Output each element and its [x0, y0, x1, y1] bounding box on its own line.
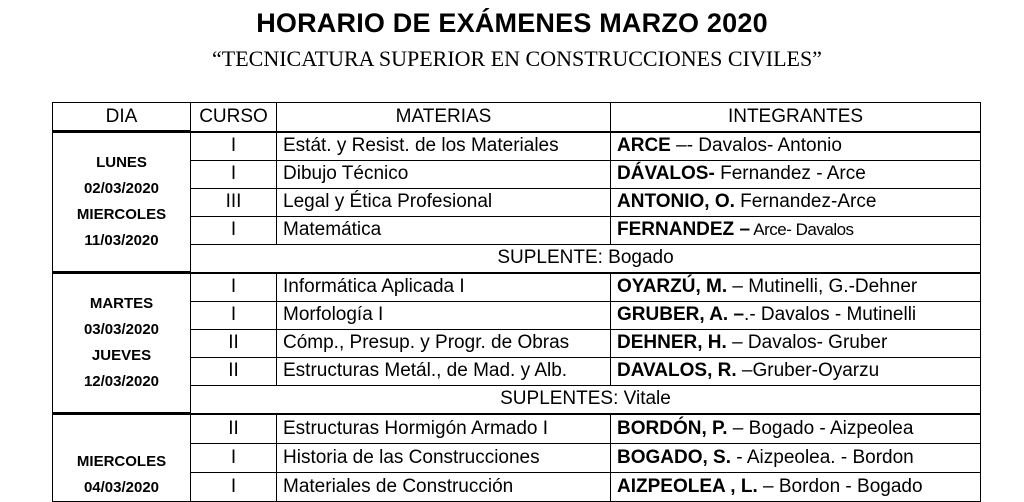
- day-date: 03/03/2020: [83, 321, 160, 338]
- integrantes-cell: [611, 132, 981, 161]
- materia-cell: Dibujo Técnico: [277, 160, 611, 188]
- integrantes-cell: [611, 301, 981, 329]
- integrante-rest: – Bogado - Aizpeolea: [727, 417, 914, 439]
- table-row: [53, 132, 981, 161]
- table-row: [53, 188, 981, 216]
- integrante-rest: –Gruber-Oyarzu: [736, 360, 880, 381]
- integrante-rest: –- Davalos- Antonio: [670, 135, 842, 156]
- integrantes-cell: [611, 357, 981, 385]
- suplente-cell: SUPLENTES: Vitale: [191, 385, 981, 414]
- curso-cell: I: [191, 301, 277, 329]
- integrante-lead: ARCE: [617, 135, 671, 156]
- integrante-lead: DAVALOS, R.: [617, 360, 737, 381]
- header-materias: MATERIAS: [277, 103, 611, 132]
- curso-cell: I: [191, 160, 277, 188]
- day-date: 12/03/2020: [83, 373, 160, 390]
- integrante-rest: - Aizpeolea. - Bordon: [731, 446, 914, 468]
- day-label: JUEVES: [91, 347, 152, 364]
- day-cell: [53, 132, 191, 273]
- integrantes-cell: [611, 443, 981, 472]
- day-date: 02/03/2020: [83, 180, 160, 197]
- table-row: [53, 329, 981, 357]
- day-label: MIERCOLES: [76, 206, 167, 223]
- exam-schedule-table: [52, 102, 981, 502]
- suplente-row: [53, 385, 981, 414]
- curso-cell: I: [191, 132, 277, 161]
- header-curso: CURSO: [191, 103, 277, 132]
- integrante-lead: BOGADO, S.: [617, 446, 732, 468]
- integrantes-cell: [611, 160, 981, 188]
- curso-cell: II: [191, 414, 277, 444]
- day-cell: [53, 414, 191, 502]
- integrante-rest: Fernandez-Arce: [734, 191, 877, 212]
- day-date: 11/03/2020: [84, 232, 159, 249]
- integrante-lead: FERNANDEZ –: [617, 219, 751, 240]
- curso-cell: I: [191, 216, 277, 244]
- day-label: LUNES: [96, 154, 147, 171]
- integrante-rest: – Mutinelli, G.-Dehner: [727, 276, 918, 297]
- materia-cell: Estructuras Hormigón Armado I: [277, 414, 611, 444]
- integrantes-cell: [611, 472, 981, 501]
- integrantes-cell: [611, 273, 981, 302]
- curso-cell: I: [191, 273, 277, 302]
- table-row: [53, 160, 981, 188]
- materia-cell: Cómp., Presup. y Progr. de Obras: [277, 329, 611, 357]
- integrante-lead: BORDÓN, P.: [617, 417, 728, 439]
- table-row: [53, 472, 981, 501]
- integrante-rest: Arce- Davalos: [750, 220, 854, 239]
- integrante-lead: GRUBER, A. –: [617, 304, 745, 325]
- materia-cell: Estructuras Metál., de Mad. y Alb.: [277, 357, 611, 385]
- table-row: [53, 216, 981, 244]
- integrantes-cell: [611, 188, 981, 216]
- materia-cell: Morfología I: [277, 301, 611, 329]
- curso-cell: I: [191, 472, 277, 501]
- integrante-lead: ANTONIO, O.: [617, 191, 735, 212]
- curso-cell: II: [191, 329, 277, 357]
- table-row: [53, 273, 981, 302]
- integrante-lead: DÁVALOS-: [617, 163, 715, 184]
- integrante-rest: .- Davalos - Mutinelli: [744, 304, 917, 325]
- integrantes-cell: [611, 414, 981, 444]
- materia-cell: Historia de las Construcciones: [277, 443, 611, 472]
- suplente-cell: SUPLENTE: Bogado: [191, 244, 981, 273]
- integrante-rest: – Bordon - Bogado: [757, 475, 923, 497]
- materia-cell: Informática Aplicada I: [277, 273, 611, 302]
- integrante-lead: DEHNER, H.: [617, 332, 727, 353]
- header-integrantes: INTEGRANTES: [611, 103, 981, 132]
- materia-cell: Estát. y Resist. de los Materiales: [277, 132, 611, 161]
- integrante-rest: – Davalos- Gruber: [726, 332, 888, 353]
- integrante-rest: Fernandez - Arce: [714, 163, 866, 184]
- integrantes-cell: [611, 216, 981, 244]
- suplente-row: [53, 244, 981, 273]
- page-subtitle: “TECNICATURA SUPERIOR EN CONSTRUCCIONES CIVILES”: [212, 46, 822, 71]
- header-dia: DIA: [53, 103, 191, 132]
- day-label: MIERCOLES: [76, 453, 167, 470]
- curso-cell: II: [191, 357, 277, 385]
- table-header-row: [53, 103, 981, 132]
- curso-cell: III: [191, 188, 277, 216]
- day-cell: [53, 273, 191, 414]
- table-row: [53, 414, 981, 444]
- table-row: [53, 301, 981, 329]
- integrante-lead: AIZPEOLEA , L.: [617, 475, 758, 497]
- materia-cell: Materiales de Construcción: [277, 472, 611, 501]
- day-label: MARTES: [89, 295, 154, 312]
- integrante-lead: OYARZÚ, M.: [617, 276, 728, 297]
- day-date: 04/03/2020: [83, 479, 160, 496]
- page-title: HORARIO DE EXÁMENES MARZO 2020: [256, 8, 768, 38]
- table-row: [53, 443, 981, 472]
- curso-cell: I: [191, 443, 277, 472]
- integrantes-cell: [611, 329, 981, 357]
- table-row: [53, 357, 981, 385]
- materia-cell: Matemática: [277, 216, 611, 244]
- materia-cell: Legal y Ética Profesional: [277, 188, 611, 216]
